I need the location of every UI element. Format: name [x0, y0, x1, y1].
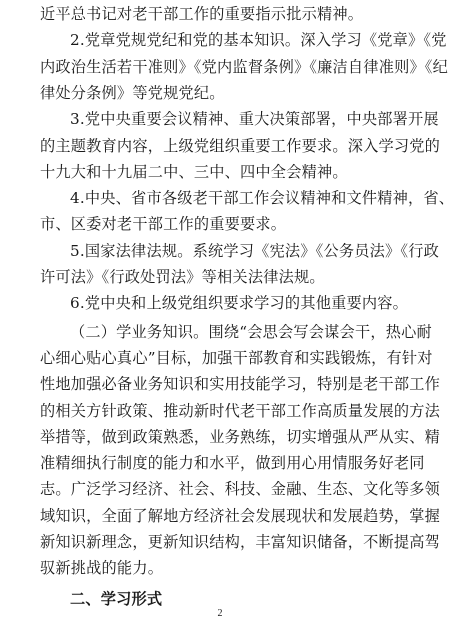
text-line: 新知识新理念，更新知识结构，丰富知识储备，不断提高驾 [40, 533, 441, 551]
text-line: 域知识，全面了解地方经济社会发展现状和发展趋势，掌握 [40, 507, 441, 525]
text-line: 许可法》《行政处罚法》等相关法律法规。 [40, 268, 325, 286]
text-line: 举措等，做到政策熟悉，业务熟练，切实增强从严从实、精 [40, 428, 441, 446]
text-line: 性地加强必备业务知识和实用技能学习，特别是老干部工作 [40, 375, 441, 393]
text-line: 律处分条例》等党规党纪。 [40, 84, 225, 102]
text-line: 的主题教育内容，上级党组织重要工作要求。深入学习党的 [40, 137, 441, 155]
text-line: 内政治生活若干准则》《党内监督条例》《廉洁自律准则》《纪 [40, 58, 449, 76]
page-number: 2 [217, 608, 223, 619]
text-line: 3.党中央重要会议精神、重大决策部署，中央部署开展 [70, 110, 439, 128]
text-line: 的相关方针政策、推动新时代老干部工作高质量发展的方法 [40, 402, 441, 420]
text-line: 2.党章党规党纪和党的基本知识。深入学习《党章》《党 [70, 31, 447, 49]
section-heading: 二、学习形式 [70, 590, 163, 608]
text-line: 4.中央、省市各级老干部工作会议精神和文件精神，省、 [70, 189, 454, 207]
text-line: 5.国家法律法规。系统学习《宪法》《公务员法》《行政 [70, 242, 439, 260]
text-line: 志。广泛学习经济、社会、科技、金融、生态、文化等多领 [40, 480, 441, 498]
text-line: 驭新挑战的能力。 [40, 559, 164, 577]
text-line: 市、区委对老干部工作的重要要求。 [40, 215, 287, 233]
text-line: 近平总书记对老干部工作的重要指示批示精神。 [40, 5, 364, 23]
text-line: 6.党中央和上级党组织要求学习的其他重要内容。 [70, 294, 409, 312]
text-line: 十九大和十九届二中、三中、四中全会精神。 [40, 163, 348, 181]
text-line: 心细心贴心真心”目标，加强干部教育和实践锻炼，有针对 [40, 349, 433, 367]
text-line: 准精细执行制度的能力和水平，做到用心用情服务好老同 [40, 454, 425, 472]
section-line: （二）学业务知识。围绕“会思会写会谋会干，热心耐 [70, 323, 432, 341]
